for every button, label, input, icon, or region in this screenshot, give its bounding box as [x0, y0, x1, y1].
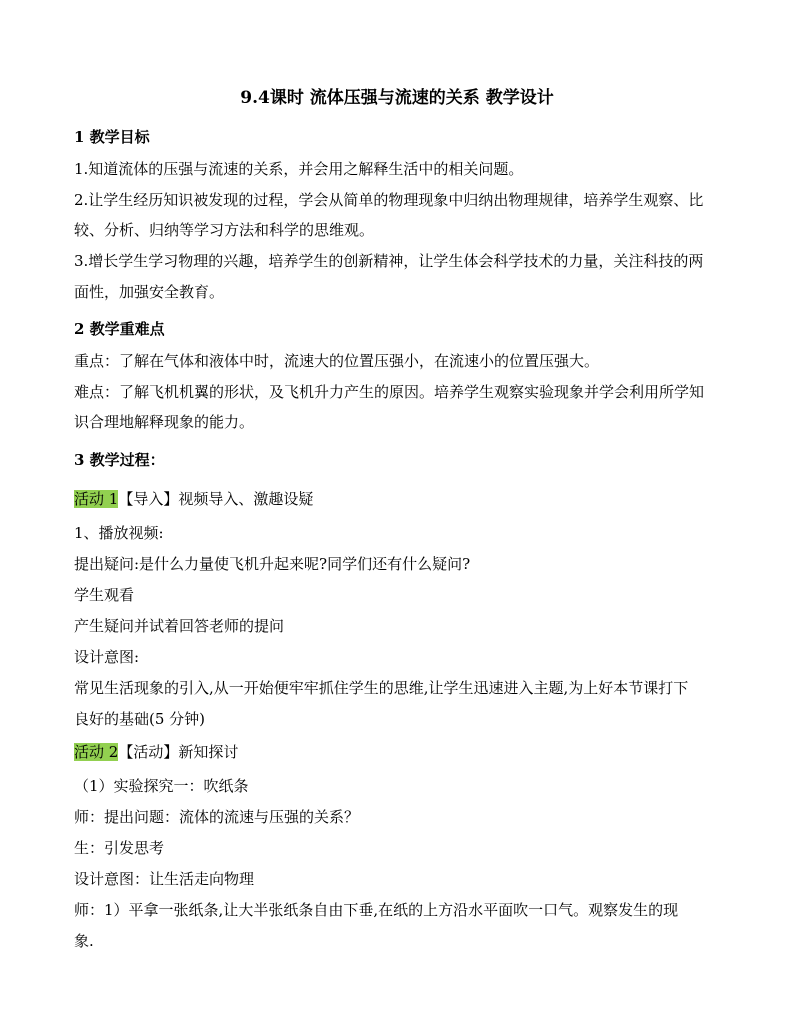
section-heading-key-points: 2 教学重难点: [74, 320, 165, 338]
body-line: 3.增长学生学习物理的兴趣，培养学生的创新精神，让学生体会科学技术的力量，关注科技的两: [74, 252, 704, 270]
body-line: 重点：了解在气体和液体中时，流速大的位置压强小，在流速小的位置压强大。: [74, 352, 600, 370]
body-line: 常见生活现象的引入,从一开始便牢牢抓住学生的思维,让学生迅速进入主题,为上好本节课打下: [74, 679, 689, 697]
body-line: 设计意图：让生活走向物理: [74, 870, 255, 888]
body-line: 面性，加强安全教育。: [74, 283, 225, 301]
body-line: 师：1）平拿一张纸条,让大半张纸条自由下垂,在纸的上方沿水平面吹一口气。观察发生的现: [74, 901, 679, 919]
activity-2-label: 活动 2: [74, 743, 119, 761]
activity-2-title: 新知探讨: [178, 743, 239, 761]
document-title: 9.4课时 流体压强与流速的关系 教学设计: [240, 88, 554, 108]
body-line: （1）实验探究一：吹纸条: [74, 777, 249, 795]
body-line: 1.知道流体的压强与流速的关系，并会用之解释生活中的相关问题。: [74, 160, 524, 178]
section-heading-process: 3 教学过程：: [74, 451, 165, 469]
activity-2-heading: [74, 741, 238, 763]
body-line: 学生观看: [74, 586, 135, 604]
activity-1-label: 活动 1: [74, 490, 119, 508]
activity-1-heading: [74, 488, 313, 510]
body-line: 提出疑问:是什么力量使飞机升起来呢?同学们还有什么疑问?: [74, 555, 471, 573]
body-line: 1、播放视频:: [74, 524, 164, 542]
body-line: 产生疑问并试着回答老师的提问: [74, 617, 285, 635]
body-line: 识合理地解释现象的能力。: [74, 413, 255, 431]
body-line: 生：引发思考: [74, 839, 165, 857]
section-heading-objectives: 1 教学目标: [74, 128, 150, 146]
body-line: 难点：了解飞机机翼的形状，及飞机升力产生的原因。培养学生观察实验现象并学会利用所学知: [74, 383, 705, 401]
activity-1-tag: 【导入】: [118, 490, 179, 508]
body-line: 较、分析、归纳等学习方法和科学的思维观。: [74, 221, 375, 239]
body-line: 设计意图:: [74, 648, 140, 666]
body-line: 师：提出问题：流体的流速与压强的关系？: [74, 808, 360, 826]
body-line: 2.让学生经历知识被发现的过程，学会从简单的物理现象中归纳出物理规律，培养学生观察、比: [74, 191, 704, 209]
body-line: 良好的基础(5 分钟): [74, 710, 206, 728]
activity-2-tag: 【活动】: [118, 743, 179, 761]
activity-1-title: 视频导入、激趣设疑: [178, 490, 314, 508]
body-line: 象.: [74, 932, 94, 950]
